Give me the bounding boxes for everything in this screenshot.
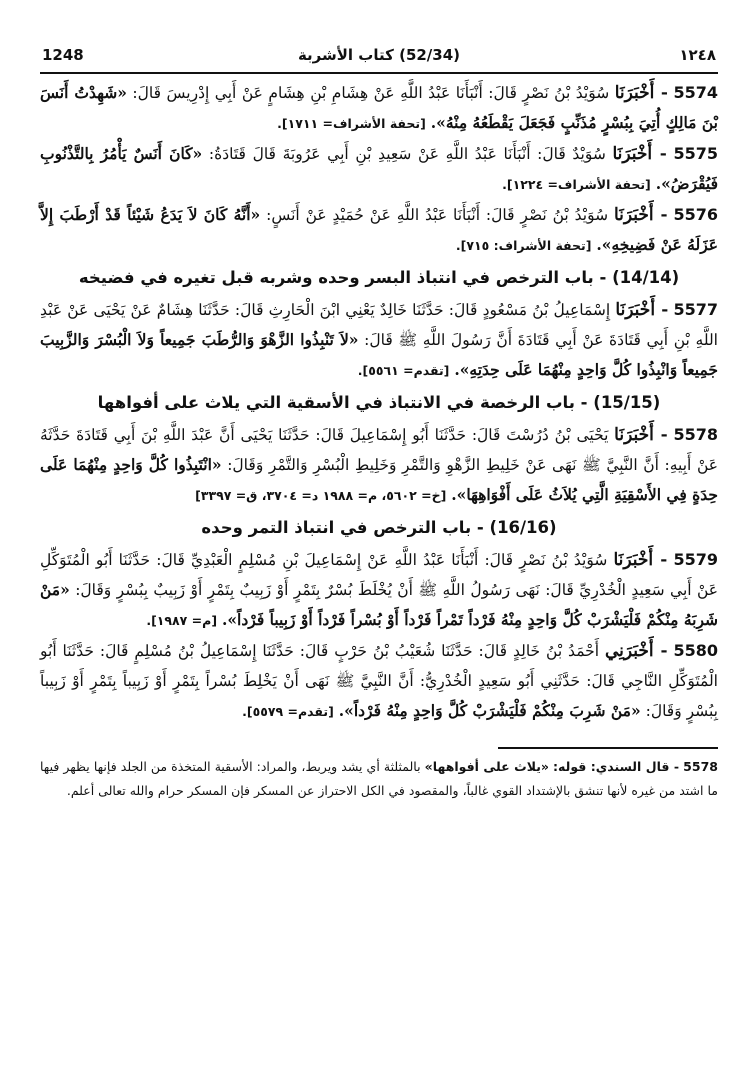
hadith-number: 5580 — [673, 641, 718, 660]
hadith-5580 — [40, 636, 718, 727]
main-text — [40, 78, 718, 727]
hadith-5577 — [40, 295, 718, 386]
hadith-lead: - أَخْبَرَنَا — [614, 425, 668, 445]
hadith-5576 — [40, 200, 718, 261]
hadith-matn: «انْتَبِذُوا كُلَّ وَاحِدٍ مِنْهُمَا عَلَى حِدَةٍ فِي الأَسْقِيَةِ الَّتِي يُلاَثُ عَلَى أَفْوَاهِهَا». — [40, 455, 718, 504]
hadith-matn: «شَهِدْتُ أَنَسَ بْنَ مَالِكٍ أُتِيَ بِبُسْرٍ مُذَنِّبٍ فَجَعَلَ يَقْطَعُهُ مِنْهُ». — [40, 83, 718, 132]
hadith-matn: «مَنْ شَرِبَ مِنْكُمْ فَلْيَشْرَبْ كُلَّ وَاحِدٍ مِنْهُ فَرْداً». — [338, 701, 641, 720]
hadith-reference: [تقدم= ٥٥٧٩]. — [242, 704, 334, 719]
hadith-isnad: سُوَيْدٌ قَالَ: أَنْبَأَنَا عَبْدُ اللَّهِ عَنْ سَعِيدِ بْنِ أَبِي عَرُوبَةَ قَالَ قَتَادَةُ: — [208, 145, 606, 163]
hadith-number: 5579 — [673, 550, 718, 569]
hadith-isnad: سُوَيْدُ بْنُ نَصْرٍ قَالَ: أَنْبَأَنَا عَبْدُ اللَّهِ عَنْ حُمَيْدٍ عَنْ أَنَسٍ: — [266, 206, 609, 224]
hadith-matn: «كَانَ أَنَسٌ يَأْمُرُ بِالتَّذْنُوبِ فَيُقْرَضُ». — [40, 144, 718, 193]
hadith-matn: «أَنَّهُ كَانَ لاَ يَدَعُ شَيْئاً قَدْ أَرْطَبَ إِلاَّ عَزَلَهُ عَنْ فَضِيخِهِ». — [40, 205, 718, 254]
hadith-matn: «لاَ تَنْبِذُوا الزَّهْوَ وَالرُّطَبَ جَمِيعاً وَلاَ الْبُسْرَ وَالزَّبِيبَ جَمِيعاً وَانْبِذُوا كُلَّ وَاحِدٍ مِنْهُمَا عَلَى حِدَتِهِ». — [40, 330, 718, 379]
hadith-number: 5575 — [673, 144, 718, 163]
hadith-number: 5578 — [673, 425, 718, 444]
page-number-latin: 1248 — [42, 46, 84, 64]
hadith-number: 5574 — [673, 83, 718, 102]
footnote-intro: - قال السندي: قوله: — [553, 759, 680, 774]
hadith-isnad: سُوَيْدُ بْنُ نَصْرٍ قَالَ: أَنْبَأَنَا عَبْدُ اللَّهِ عَنْ هِشَامِ بْنِ هِشَامٍ عَنْ أَبِي إِدْرِيسَ قَالَ: — [132, 84, 610, 102]
hadith-lead: - أَخْبَرَنَا — [613, 205, 668, 225]
book-page — [40, 38, 718, 1048]
hadith-lead: - أَخْبَرَنَا — [615, 300, 669, 320]
hadith-5579 — [40, 545, 718, 636]
hadith-lead: - أَخْبَرَنَا — [613, 550, 668, 570]
footnote-divider — [498, 747, 718, 749]
footnote-number: 5578 — [683, 759, 718, 774]
hadith-reference: [م= ١٩٨٧]. — [146, 613, 218, 628]
chapter-heading-16: (16/16) - باب الترخص في انتباذ التمر وحده — [201, 518, 557, 537]
hadith-reference: [تحفة الأشراف= ١٧١١]. — [277, 116, 426, 131]
hadith-reference: [خ= ٥٦٠٢، م= ١٩٨٨ د= ٣٧٠٤، ق= ٣٣٩٧] — [195, 488, 447, 503]
page-number-arabic: ١٢٤٨ — [679, 46, 716, 64]
hadith-lead: - أَخْبَرَنَا — [612, 144, 667, 164]
hadith-number: 5577 — [673, 300, 718, 319]
hadith-reference: [تحفة الأشراف= ١٢٢٤]. — [502, 177, 651, 192]
hadith-5578 — [40, 420, 718, 511]
hadith-5574 — [40, 78, 718, 139]
footnote-quote: «يلاث على أفواهها» — [424, 759, 549, 774]
hadith-isnad: أَحْمَدُ بْنُ خَالِدٍ قَالَ: حَدَّثَنَا شُعَيْبُ بْنُ حَرْبٍ قَالَ: حَدَّثَنَا إِسْمَاعِيلُ بْنُ مُسْلِمٍ قَالَ: حَدَّثَنَا أَبُو الْمُتَوَكِّلِ النَّاجِي قَالَ: حَدَّثَنِي أَبُو سَعِيدٍ الْخُدْرِيُّ: أَنَّ النَّبِيَّ ﷺ نَهَى أَنْ يَخْلِطَ بُسْراً بِتَمْرٍ أَوْ زَبِيباً بِتَمْرٍ أَوْ زَبِيباً بِبُسْرٍ وَقَالَ: — [40, 642, 718, 720]
hadith-reference: [تحفة الأشراف: ٧١٥]. — [455, 238, 592, 253]
chapter-heading-15: (15/15) - باب الرخصة في الانتباذ في الأسقية التي يلاث على أفواهها — [97, 393, 661, 412]
footnote-text: بالمثلثة أي يشد ويربط، والمراد: الأسقية المتخذة من الجلد فإنها يظهر فيها ما اشتد من غيره لأنها تنشق بالإشتداد القوي غالباً، والمقصود في الكل الاحتراز عن المسكر فإن المسكر حرام والله تعالى أعلم. — [40, 759, 718, 798]
hadith-lead: - أَخْبَرَنَا — [614, 83, 668, 103]
chapter-heading-14: (14/14) - باب الترخص في انتباذ البسر وحده وشربه قبل تغيره في فضيخه — [78, 268, 680, 287]
page-header — [40, 38, 718, 74]
footnote — [40, 755, 718, 803]
hadith-matn: «مَنْ شَرِبَهُ مِنْكُمْ فَلْيَشْرَبْ كُلَّ وَاحِدٍ مِنْهُ فَرْداً تَمْراً فَرْداً أَوْ بُسْراً فَرْداً أَوْ زَبِيباً فَرْداً». — [40, 580, 718, 629]
running-title: (52/34) كتاب الأشربة — [297, 46, 461, 64]
hadith-lead: - أَخْبَرَنِي — [604, 641, 668, 661]
hadith-5575 — [40, 139, 718, 200]
hadith-isnad: سُوَيْدُ بْنُ نَصْرٍ قَالَ: أَنْبَأَنَا عَبْدُ اللَّهِ عَنْ إِسْمَاعِيلَ بْنِ مُسْلِمٍ الْعَبْدِيِّ قَالَ: حَدَّثَنَا أَبُو الْمُتَوَكِّلِ عَنْ أَبِي سَعِيدٍ الْخُدْرِيِّ قَالَ: نَهَى رَسُولُ اللَّهِ ﷺ أَنْ يُخْلَطَ بُسْرٌ بِتَمْرٍ أَوْ زَبِيبٌ بِتَمْرٍ أَوْ زَبِيبٌ بِبُسْرٍ وَقَالَ: — [40, 551, 718, 599]
hadith-isnad: إِسْمَاعِيلُ بْنُ مَسْعُودٍ قَالَ: حَدَّثَنَا خَالِدٌ يَعْنِي ابْنَ الْحَارِثِ قَالَ: حَدَّثَنَا هِشَامٌ عَنْ يَحْيَى عَنْ عَبْدِ اللَّهِ بْنِ أَبِي قَتَادَةَ عَنْ أَبِي قَتَادَةَ أَنَّ رَسُولَ اللَّهِ ﷺ قَالَ: — [40, 301, 718, 349]
hadith-reference: [تقدم= ٥٥٦١]. — [357, 363, 450, 378]
hadith-isnad: يَحْيَى بْنُ دُرُسْتَ قَالَ: حَدَّثَنَا أَبُو إِسْمَاعِيلَ قَالَ: حَدَّثَنَا يَحْيَى أَنَّ عَبْدَ اللَّهِ بْنَ أَبِي قَتَادَةَ حَدَّثَهُ عَنْ أَبِيهِ: أَنَّ النَّبِيَّ ﷺ نَهَى عَنْ خَلِيطِ الزَّهْوِ وَالتَّمْرِ وَخَلِيطِ الْبُسْرِ وَالتَّمْرِ وَقَالَ: — [40, 426, 719, 474]
hadith-number: 5576 — [673, 205, 718, 224]
